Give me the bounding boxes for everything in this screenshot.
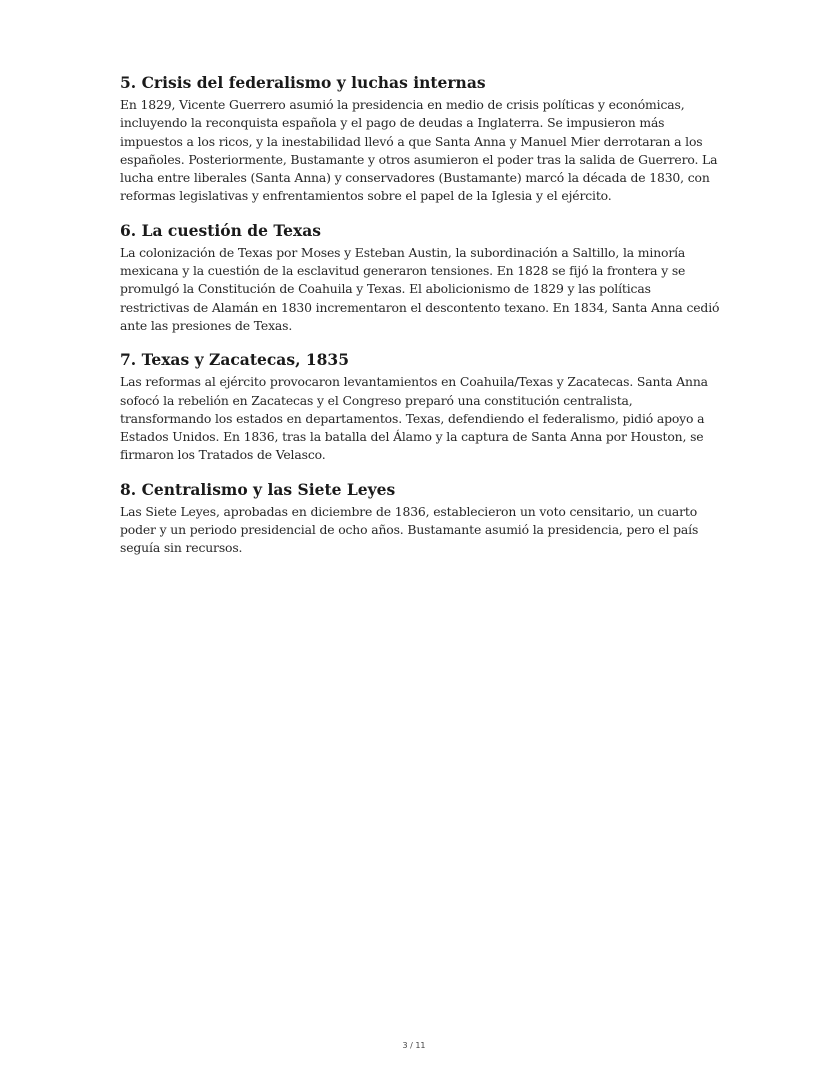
section-centralismo-siete-leyes: [120, 479, 720, 558]
section-paragraph: La colonización de Texas por Moses y Esteban Austin, la subordinación a Saltillo, la minoría mexicana y la cuestión de la esclavitud generaron tensiones. En 1828 se fijó la frontera y se promulgó la Constitución de Coahuila y Texas. El abolicionismo de 1829 y las políticas restrictivas de Alamán en 1830 incrementaron el descontento texano. En 1834, Santa Anna cedió ante las presiones de Texas.: [120, 244, 720, 333]
section-crisis-federalismo: [120, 72, 720, 206]
section-paragraph: Las Siete Leyes, aprobadas en diciembre de 1836, establecieron un voto censitario, un cuarto poder y un periodo presidencial de ocho años. Bustamante asumió la presidencia, pero el país seguía sin recursos.: [120, 503, 699, 556]
section-heading: 7. Texas y Zacatecas, 1835: [120, 350, 350, 370]
page-number: 3 / 11: [402, 1041, 426, 1050]
section-heading: 5. Crisis del federalismo y luchas internas: [120, 73, 486, 92]
document-page-content: [120, 72, 720, 572]
section-heading: 6. La cuestión de Texas: [120, 220, 321, 240]
section-paragraph: En 1829, Vicente Guerrero asumió la presidencia en medio de crisis políticas y económicas, incluyendo la reconquista española y el pago de deudas a Inglaterra. Se impusieron más impuestos a los ricos, y la inestabilidad llevó a que Santa Anna y Manuel Mier derrotaran a los españoles. Posteriormente, Bustamante y otros asumieron el poder tras la salida de Guerrero. La lucha entre liberales (Santa Anna) y conservadores (Bustamante) marcó la década de 1830, con reformas legislativas y enfrentamientos sobre el papel de la Iglesia y el ejército.: [120, 97, 718, 204]
section-cuestion-texas: [120, 220, 720, 335]
section-paragraph: Las reformas al ejército provocaron levantamientos en Coahuila/Texas y Zacatecas. Santa Anna sofocó la rebelión en Zacatecas y el Congreso preparó una constitución centralista, transformando los estados en departamentos. Texas, defendiendo el federalismo, pidió apoyo a Estados Unidos. En 1836, tras la batalla del Álamo y la captura de Santa Anna por Houston, se firmaron los Tratados de Velasco.: [120, 374, 708, 463]
section-heading: 8. Centralismo y las Siete Leyes: [120, 479, 396, 499]
section-texas-zacatecas: [120, 349, 720, 464]
